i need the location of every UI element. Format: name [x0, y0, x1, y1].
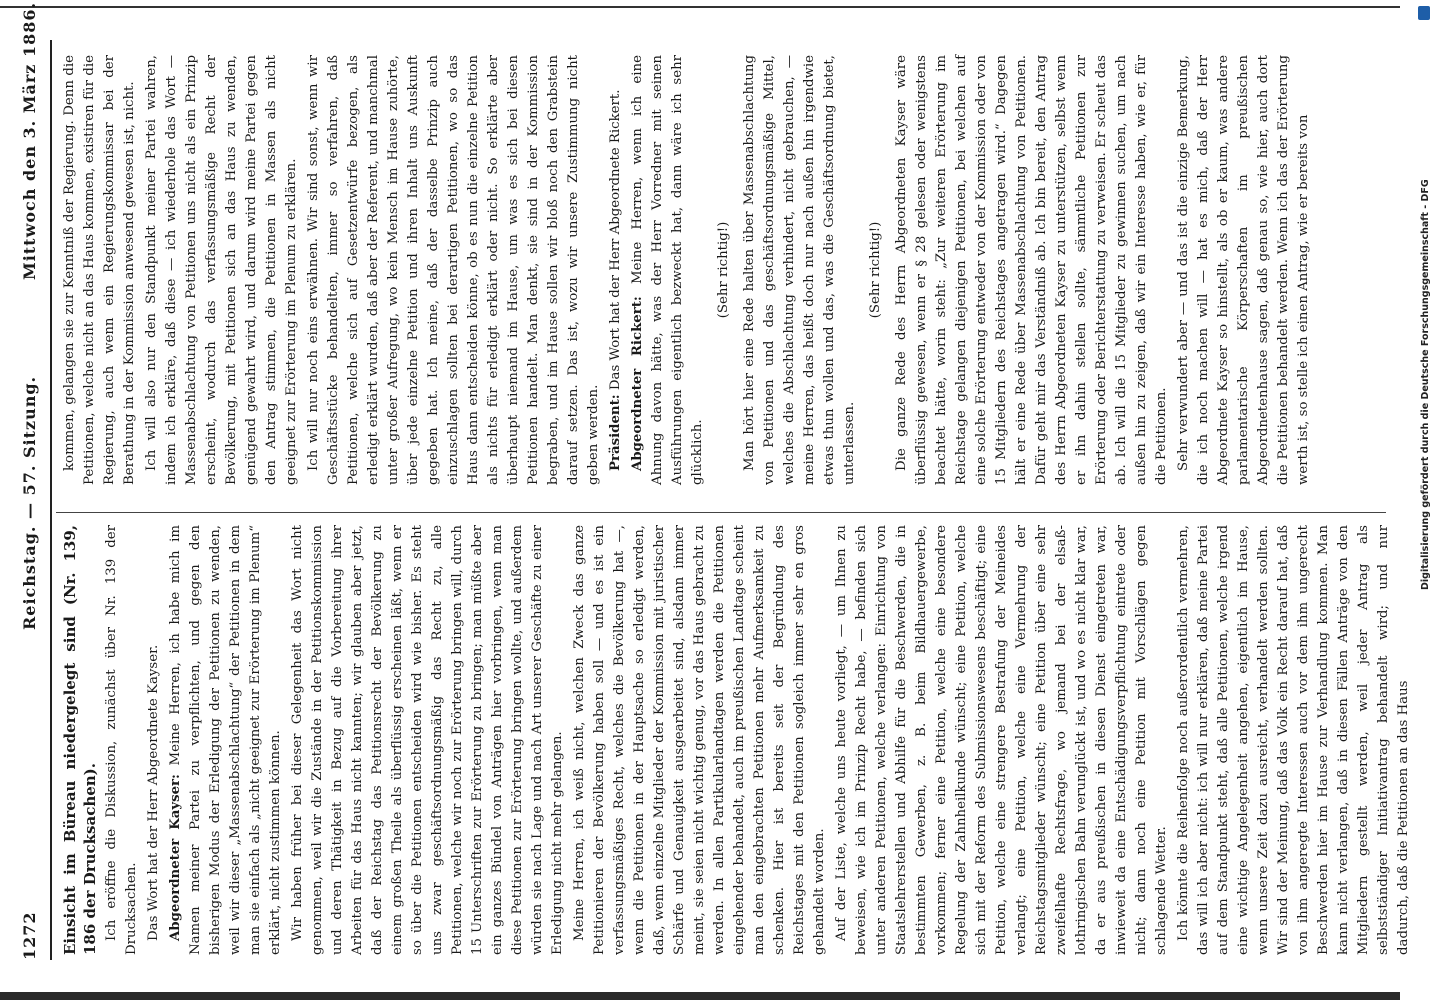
- text-column-right: [60, 55, 1390, 485]
- paragraph: [1174, 525, 1414, 955]
- paragraph-text: Meine Herren, ich weiß nicht, welchen Zweck das ganze Petitionieren der Bevölkerung haben soll — und es ist ein verfassungsmäßiges Recht, welches die Bevölkerung hat —, wenn die Petitionen in der Hauptsache so erledigt werden, daß, wenn einzelne Mitglieder der Kommission mit juristischer Schärfe und Genauigkeit ausgearbeitet sind, alsdann immer meint, sie seien nicht wichtig genug, vor das Haus gebracht zu werden. In allen Partikularlandtagen werden die Petitionen eingehender behandelt, auch im preußischen Landtage scheint man den eingebrachten Petitionen mehr Aufmerksamkeit zu schenken. Hier ist bereits seit der Begründung des Reichstages mit den Petitionen sogleich immer sehr en gros gehandelt worden.: [572, 525, 827, 955]
- paragraph: [740, 55, 860, 485]
- paragraph: [628, 55, 708, 485]
- paragraph-text: Ich will also nur den Standpunkt meiner Partei wahren, indem ich erkläre, daß diese — ich wiederhole das Wort — Massenabschlachtung von Petitionen uns nicht als ein Prinzip erscheint, wodurch das verfassungsmäßige Recht der Bevölkerung, mit Petitionen sich an das Haus zu wenden, genügend gewahrt wird, und darum wird meine Partei gegen den Antrag stimmen, die Petitionen in Massen als nicht geeignet zur Erörterung im Plenum zu erklären.: [144, 55, 299, 485]
- speaker-name: Abgeordneter Rickert:: [630, 296, 645, 471]
- paragraph: [166, 525, 286, 955]
- page-number: 1272: [20, 911, 39, 960]
- paragraph: [892, 55, 1172, 485]
- digitization-credit: Digitalisierung gefördert durch die Deutsche Forschungsgemeinschaft - DFG: [1420, 179, 1431, 590]
- paragraph-text: (Sehr richtig!): [868, 221, 883, 319]
- paragraph-text: Die ganze Rede des Herrn Abgeordneten Kayser wäre überflüssig gewesen, wenn er § 28 gelesen oder wenigstens beachtet hätte, worin steht: „Zur weiteren Erörterung im Reichstage gelangen diejenigen Petitionen, bei welchen auf eine solche Erörterung entweder von der Kommission oder von 15 Mitgliedern des Reichstages angetragen wird.“ Dagegen hält er eine Rede über Massenabschlachtung von Petitionen. Dafür geht mir das Verständniß ab. Ich bin bereit, den Antrag des Herrn Abgeordneten Kayser zu unterstützen, selbst wenn er ihn dahin stellen sollte, sämmtliche Petitionen zur Erörterung oder Berichterstattung zu verweisen. Er scheut das ab. Ich will die 15 Mitglieder zu gewinnen suchen, um nach außen hin zu zeigen, daß wir ein Interesse haben, wie er, für die Petitionen.: [894, 55, 1169, 485]
- paragraph: [866, 55, 886, 485]
- running-header: [12, 1, 48, 960]
- paragraph: [570, 525, 830, 955]
- header-left-title: Reichstag. — 57. Sitzung.: [20, 375, 39, 630]
- paragraph-text: Das Wort hat der Herr Abgeordnete Kayser.: [146, 644, 161, 941]
- paragraph-text: Ich will nur noch eins erwähnen. Wir sind sonst, wenn wir Geschäftsstücke behandelten, immer so verfahren, daß Petitionen, welche sich auf Gesetzentwürfe bezogen, als erledigt erklärt wurden, daß aber der Referent, und manchmal unter großer Aufregung, wo kein Mensch im Hause zuhörte, über jede einzelne Petition und ihren Inhalt uns Auskunft gegeben hat. Ich meine, daß der dasselbe Prinzip auch einzuschlagen sollten bei derartigen Petitionen, wo so das Haus dann entscheiden könne, ob es nun die einzelne Petition als nichts für erledigt erklärt oder nicht. So erklärte aber überhaupt niemand im Hause, um was es sich bei diesen Petitionen handelt. Man denkt, sie sind in der Kommission begraben, und im Hause sollen wir bloß noch den Grabstein darauf setzen. Das ist, wozu wir unsere Zustimmung nicht geben werden.: [306, 55, 601, 485]
- paragraph: [714, 55, 734, 485]
- paragraph: [60, 55, 140, 485]
- paragraph-text: kommen, gelangen sie zur Kenntniß der Regierung. Denn die Petitionen, welche nicht an das Haus kommen, existiren für die Regierung, auch wenn ein Regierungskommissar bei der Berathung in der Kommission anwesend gewesen ist, nicht.: [62, 55, 137, 485]
- paragraph-text: Ich eröffne die Diskussion, zunächst über Nr. 139 der Drucksachen.: [104, 525, 139, 955]
- paragraph: [102, 525, 142, 955]
- paragraph: [144, 525, 164, 955]
- paragraph-text: (Sehr richtig!): [716, 221, 731, 319]
- paragraph: [142, 55, 302, 485]
- paragraph: [288, 525, 568, 955]
- paragraph-text: Man hört hier eine Rede halten über Massenabschlachtung von Petitionen und das geschäftsordnungsmäßige Mittel, welches die Abschlachtung verhindert, nicht gebrauchen, — meine Herren, das heißt doch nur nach außen hin irgendwie etwas thun wollen und das, was die Geschäftsordnung bietet, unterlassen.: [742, 55, 857, 485]
- paragraph-text: Einsicht im Büreau niedergelegt sind (Nr. 139, 186 der Drucksachen).: [61, 525, 99, 955]
- paragraph-text: Auf der Liste, welche uns heute vorliegt, — um Ihnen zu beweisen, wie ich im Prinzip Recht habe, — befinden sich unter anderen Petitionen, welche verlangen: Einrichtung von Staatslehrerstellen und Abhilfe für die Beschwerden, die in bestimmten Gewerben, z. B. beim Bildhauergewerbe, vorkommen; ferner eine Petition, welche eine besondere Regelung der Zahnheilkunde wünscht; eine Petition, welche sich mit der Reform des Submissionswesens beschäftigt; eine Petition, welche eine strengere Bestrafung der Meineides verlangt; eine Petition, welche eine Vermehrung der Reichstagsmitglieder wünscht; eine Petition über eine sehr zweifelhafte Rechtsfrage, wo jemand bei der elsaß-lothringischen Bahn verunglückt ist, und wo es nicht klar war, da er aus preußischen in diesen Dienst eingetreten war, inwieweit da eine Entschädigungsverpflichtung eintrete oder nicht; dann noch eine Petition mit Vorschlägen gegen schlagende Wetter.: [834, 525, 1169, 955]
- page-edge-right: [0, 6, 1400, 8]
- text-column-left: [60, 525, 1411, 955]
- paragraph: [304, 55, 604, 485]
- paragraph: [60, 525, 100, 955]
- paragraph-text: Meine Herren, wenn ich eine Ahnung davon hätte, was der Herr Vorredner mit seinen Ausführungen eigentlich bezweckt hat, dann wäre ich sehr glücklich.: [630, 55, 705, 485]
- paragraph-text: Wir haben früher bei dieser Gelegenheit das Wort nicht genommen, weil wir die Zustände in der Petitionskommission und deren Thätigkeit in Bezug auf die Vorbereitung ihrer Arbeiten für das Haus nicht kannten; wir glauben aber jetzt, daß der Reichstag das Petitionsrecht der Bevölkerung zu einem großen Theile als überflüssig erscheinen läßt, wenn er so über die Petitionen entscheiden wird wie bisher. Es steht uns zwar geschäftsordnungsmäßig das Recht zu, alle Petitionen, welche wir noch zur Erörterung bringen will, durch 15 Unterschriften zur Erörterung zu bringen; man müßte aber ein ganzes Bündel von Anträgen hier vorbringen, wenn man diese Petitionen zur Erörterung bringen wollte, und außerdem würden sie nach Lage und nach Art unserer Geschäfte zu einer Erledigung nicht mehr gelangen.: [290, 525, 565, 955]
- header-right-title: Mittwoch den 3. März 1886.: [20, 1, 39, 280]
- paragraph: [606, 55, 626, 485]
- page-edge-left: [0, 992, 1400, 1000]
- speaker-name: Präsident:: [608, 394, 623, 471]
- header-rule: [50, 40, 52, 960]
- paragraph: [832, 525, 1172, 955]
- paragraph-text: Sehr verwundert aber — und das ist die einzige Bemerkung, die ich noch machen will — hat es mich, daß der Herr Abgeordnete Kayser so hinstellt, als ob er kaum, was andere parlamentarische Körperschaften im preußischen Abgeordnetenhause sagen, daß genau so, wie hier, auch dort die Petitionen behandelt werden. Wenn ich das der Erörterung werth ist, so stelle ich einen Antrag, wie er bereits von: [1176, 55, 1311, 485]
- paragraph: [1174, 55, 1314, 485]
- speaker-name: Abgeordneter Kayser:: [168, 774, 183, 941]
- column-divider: [56, 512, 1386, 513]
- paragraph-text: Meine Herren, ich habe mich im Namen meiner Partei zu verpflichten, und gegen den bisherigen Modus der Erledigung der Petitionen zu wenden, weil wir dieser „Massenabschlachtung“ der Petitionen in dem man sie einfach als „nicht geeignet zur Erörterung im Plenum“ erklärt, nicht zustimmen können.: [168, 525, 283, 955]
- paragraph-text: Das Wort hat der Herr Abgeordnete Rickert.: [608, 89, 623, 391]
- paragraph-text: Ich könnte die Reihenfolge noch außerordentlich vermehren, das will ich aber nicht: ich will nur erklären, daß meine Partei auf dem Standpunkt steht, daß alle Petitionen, welche irgend eine wichtige Angelegenheit angehen, eigentlich im Hause, wenn unsere Zeit dazu ausreicht, verhandelt werden sollten. Wir sind der Meinung, daß das Volk ein Recht darauf hat, daß von ihm angeregte Interessen auch vor dem ihm ungerecht Beschwerden hier im Hause zur Verhandlung kommen. Man kann nicht verlangen, daß in diesen Fällen Anträge von den Mitgliedern gestellt werden, weil jeder Antrag als selbstständiger Initiativantrag behandelt wird; und nur dadurch, daß die Petitionen an das Haus: [1176, 525, 1411, 955]
- dfg-logo: [1418, 6, 1430, 20]
